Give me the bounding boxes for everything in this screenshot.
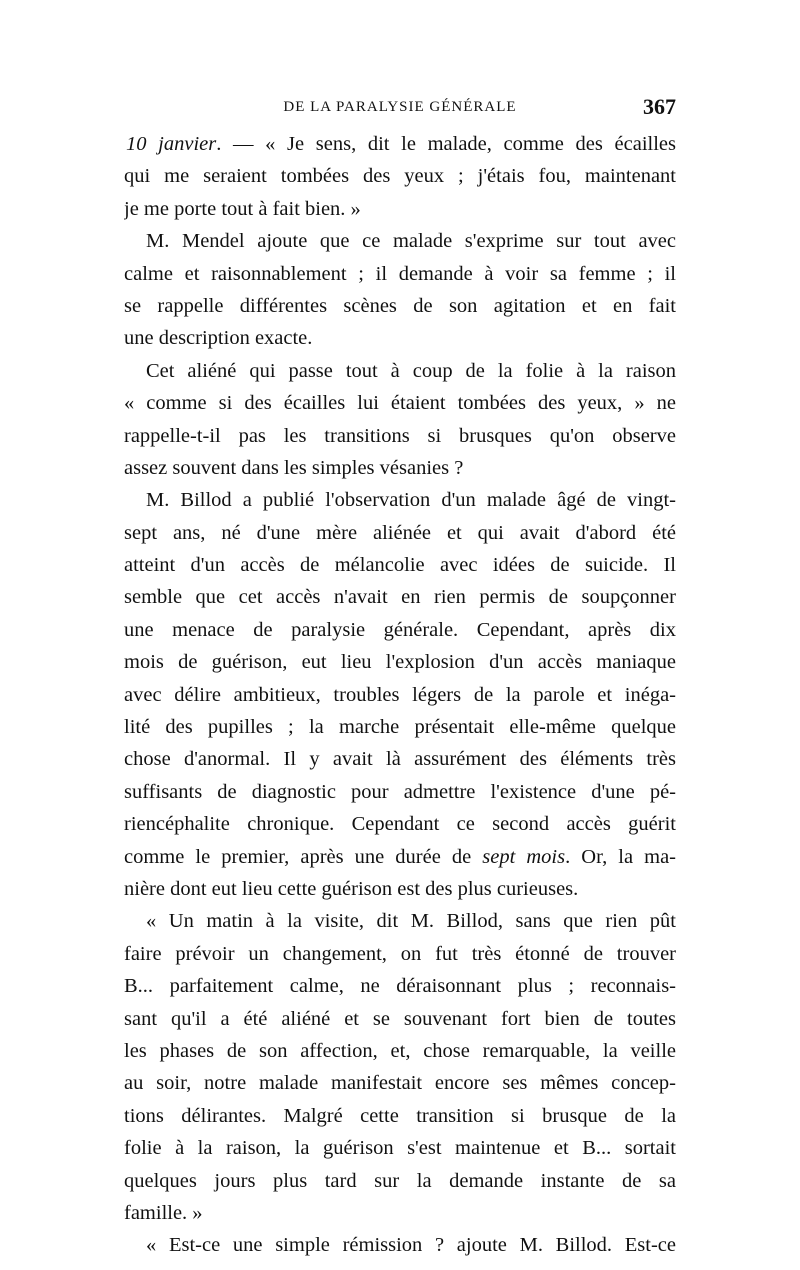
text-line xyxy=(124,776,676,808)
text-segment: B... parfaitement calme, ne déraisonnant plus ; reconnais- xyxy=(124,975,676,998)
text-line xyxy=(124,743,676,775)
text-line xyxy=(124,484,676,516)
text-line xyxy=(124,581,676,613)
text-line xyxy=(124,938,676,970)
text-line xyxy=(124,1100,676,1132)
text-segment: sant qu'il a été aliéné et se souvenant fort bien de toutes xyxy=(124,1007,676,1030)
text-line xyxy=(124,614,676,646)
text-line xyxy=(124,322,676,354)
text-segment: rappelle-t-il pas les transitions si brusques qu'on observe xyxy=(124,424,676,447)
text-segment: faire prévoir un changement, on fut très étonné de trouver xyxy=(124,942,676,965)
text-segment: comme le premier, après une durée de xyxy=(124,845,483,868)
text-segment: « comme si des écailles lui étaient tombées des yeux, » ne xyxy=(124,392,676,415)
text-line xyxy=(124,290,676,322)
text-line xyxy=(124,1132,676,1164)
text-segment: chose d'anormal. Il y avait là assurément des éléments très xyxy=(124,748,676,771)
text-segment: une description exacte. xyxy=(124,327,313,350)
text-segment: qui me seraient tombées des yeux ; j'étais fou, maintenant xyxy=(124,165,676,188)
text-line xyxy=(124,225,676,257)
text-line xyxy=(124,873,676,905)
text-segment: semble que cet accès n'avait en rien permis de soupçonner xyxy=(124,586,676,609)
text-segment: . — « Je sens, dit le malade, comme des écailles xyxy=(216,133,676,155)
text-line xyxy=(124,970,676,1002)
text-line xyxy=(124,1067,676,1099)
text-segment: « Un matin à la visite, dit M. Billod, sans que rien pût xyxy=(146,910,676,933)
text-segment: une menace de paralysie générale. Cependant, après dix xyxy=(124,618,676,641)
text-line xyxy=(124,549,676,581)
text-line xyxy=(124,1165,676,1197)
text-segment: « Est-ce une simple rémission ? ajoute M. Billod. Est-ce xyxy=(146,1234,676,1257)
text-segment: au soir, notre malade manifestait encore ses mêmes concep- xyxy=(124,1072,676,1095)
text-segment: lité des pupilles ; la marche présentait elle-même quelque xyxy=(124,716,676,739)
text-segment: les phases de son affection, et, chose remarquable, la veille xyxy=(124,1039,676,1062)
text-line xyxy=(124,128,676,160)
text-line xyxy=(124,1229,676,1261)
text-line xyxy=(124,1035,676,1067)
text-line xyxy=(124,679,676,711)
text-line xyxy=(124,1197,676,1229)
text-segment: riencéphalite chronique. Cependant ce second accès guérit xyxy=(124,813,676,836)
text-line xyxy=(124,517,676,549)
text-segment: M. Mendel ajoute que ce malade s'exprime sur tout avec xyxy=(146,230,676,253)
text-line xyxy=(124,258,676,290)
text-segment: sept ans, né d'une mère aliénée et qui avait d'abord été xyxy=(124,521,676,544)
italic-text: 10 janvier xyxy=(126,133,217,155)
text-segment: suffisants de diagnostic pour admettre l'existence d'une pé- xyxy=(124,780,676,803)
text-segment: assez souvent dans les simples vésanies ? xyxy=(124,456,464,479)
text-segment: nière dont eut lieu cette guérison est des plus curieuses. xyxy=(124,877,579,900)
text-line xyxy=(124,452,676,484)
text-segment: quelques jours plus tard sur la demande instante de sa xyxy=(124,1169,676,1192)
text-segment: calme et raisonnablement ; il demande à voir sa femme ; il xyxy=(124,262,676,285)
page-header xyxy=(124,94,676,120)
text-segment: se rappelle différentes scènes de son agitation et en fait xyxy=(124,294,676,317)
text-segment: mois de guérison, eut lieu l'explosion d'un accès maniaque xyxy=(124,651,676,674)
text-line xyxy=(124,808,676,840)
text-segment: tions délirantes. Malgré cette transition si brusque de la xyxy=(124,1104,676,1127)
text-line xyxy=(124,420,676,452)
body-text xyxy=(124,128,676,1262)
text-segment: je me porte tout à fait bien. » xyxy=(124,197,361,220)
text-line xyxy=(124,160,676,192)
text-line xyxy=(124,711,676,743)
text-segment: atteint d'un accès de mélancolie avec idées de suicide. Il xyxy=(124,554,676,577)
text-line xyxy=(124,646,676,678)
running-head: DE LA PARALYSIE GÉNÉRALE xyxy=(283,99,517,115)
text-segment: folie à la raison, la guérison s'est maintenue et B... sortait xyxy=(124,1137,676,1160)
text-segment: avec délire ambitieux, troubles légers de la parole et inéga- xyxy=(124,683,676,706)
text-segment: famille. » xyxy=(124,1201,203,1224)
text-line xyxy=(124,355,676,387)
page-number: 367 xyxy=(643,94,676,119)
text-line xyxy=(124,841,676,873)
italic-text: sept mois xyxy=(482,845,566,868)
text-line xyxy=(124,905,676,937)
text-segment: Cet aliéné qui passe tout à coup de la folie à la raison xyxy=(146,359,676,382)
text-line xyxy=(124,193,676,225)
text-segment: . Or, la ma- xyxy=(565,845,676,868)
text-line xyxy=(124,387,676,419)
text-segment: M. Billod a publié l'observation d'un malade âgé de vingt- xyxy=(146,489,676,512)
text-line xyxy=(124,1003,676,1035)
